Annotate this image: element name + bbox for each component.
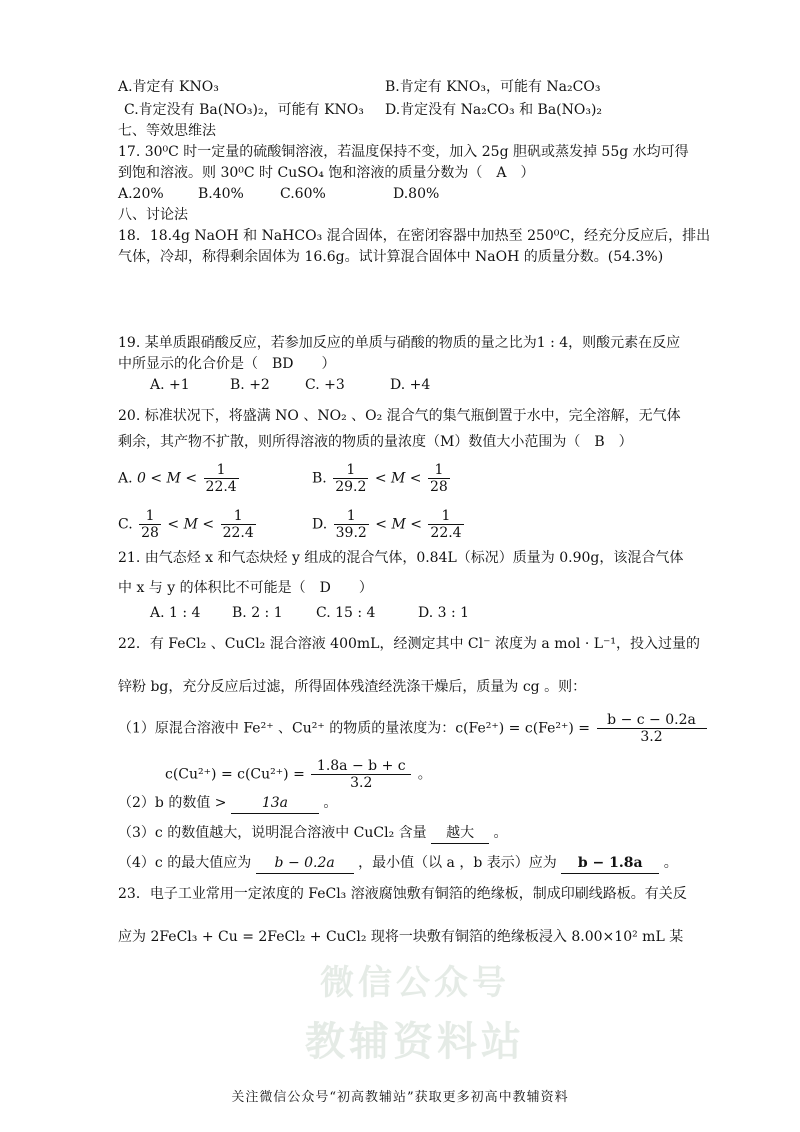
watermark-line-2: 教辅资料站 (305, 1019, 525, 1065)
q21-option-c: C. 15 : 4 (316, 605, 376, 621)
q20-b-fraction-1: $\frac{1}{29.2}$ (335, 462, 367, 495)
q22-cu-fraction: $\frac{1.8a - b + c}{3.2}$ (311, 758, 411, 791)
q16-option-a: A.肯定有 KNO₃ (118, 79, 219, 95)
q18-line-2: 气体，冷却，称得剩余固体为 16.6g。试计算混合固体中 NaOH 的质量分数。(54.3%) (118, 249, 664, 265)
q20-option-b: B. $\frac{1}{29.2}$ < M < $\frac{1}{28}$ (312, 462, 448, 495)
q21-option-b: B. 2 : 1 (232, 605, 283, 621)
watermark-line-1: 微信公众号 (320, 963, 510, 1003)
q19-option-d: D. +4 (390, 377, 431, 393)
q16-option-c: C.肯定没有 Ba(NO₃)₂，可能有 KNO₃ (124, 102, 364, 118)
q22-line-2: 锌粉 bg，充分反应后过滤，所得固体残渣经洗涤干燥后，质量为 cg 。则： (118, 679, 587, 695)
q17-option-d: D.80% (393, 186, 440, 202)
q23-line-2: 应为 2FeCl₃ + Cu = 2FeCl₂ + CuCl₂ 现将一块敷有铜箔的绝缘板浸入 8.00×10² mL 某 (118, 929, 684, 945)
q17-option-a: A.20% (118, 186, 164, 202)
q23-line-1: 23．电子工业常用一定浓度的 FeCl₃ 溶液腐蚀敷有铜箔的绝缘板，制成印刷线路板。有关反 (118, 886, 687, 902)
q17-line-2: 到饱和溶液。则 30⁰C 时 CuSO₄ 饱和溶液的质量分数为（ A ） (118, 165, 535, 181)
q20-option-d: D. $\frac{1}{39.2}$ < M < $\frac{1}{22.4}$ (312, 508, 462, 541)
q20-d-fraction-1: $\frac{1}{39.2}$ (335, 508, 367, 541)
q20-c-fraction-2: $\frac{1}{22.4}$ (222, 508, 254, 541)
q20-option-c: C. $\frac{1}{28}$ < M < $\frac{1}{22.4}$ (118, 508, 254, 541)
q22-fe-fraction: $\frac{b - c - 0.2a}{3.2}$ (597, 712, 707, 745)
q16-option-b: B.肯定有 KNO₃，可能有 Na₂CO₃ (385, 79, 601, 95)
q20-b-fraction-2: $\frac{1}{28}$ (429, 462, 448, 495)
q19-option-b: B. +2 (230, 377, 270, 393)
q19-option-c: C. +3 (305, 377, 345, 393)
q22-part-2: （2）b 的数值 > 13a 。 (118, 793, 337, 814)
section-8-heading: 八、讨论法 (118, 207, 188, 223)
q20-a-fraction: $\frac{1}{22.4}$ (205, 462, 237, 495)
q20-option-a: A. 0 < M < $\frac{1}{22.4}$ (118, 462, 237, 495)
q22-part-1: （1）原混合溶液中 Fe²⁺ 、Cu²⁺ 的物质的量浓度为：c(Fe²⁺) = c(Fe²⁺) = $\frac{b - c - 0.2a}{3.2}$ (118, 712, 709, 745)
section-7-heading: 七、等效思维法 (118, 123, 216, 139)
q19-option-a: A. +1 (150, 377, 190, 393)
q20-line-1: 20. 标准状况下，将盛满 NO 、NO₂ 、O₂ 混合气的集气瓶倒置于水中，完全溶解，无气体 (118, 408, 681, 424)
q18-line-1: 18．18.4g NaOH 和 NaHCO₃ 混合固体，在密闭容器中加热至 250⁰C，经充分反应后，排出 (118, 228, 711, 244)
q20-line-2: 剩余，其产物不扩散，则所得溶液的物质的量浓度（M）数值大小范围为（ B ） (118, 434, 633, 450)
q17-option-b: B.40% (198, 186, 244, 202)
q22-part-4: （4）c 的最大值应为 b − 0.2a ，最小值（以 a ，b 表示）应为 b − 1.8a 。 (118, 853, 678, 874)
q22-line-1: 22．有 FeCl₂ 、CuCl₂ 混合溶液 400mL，经测定其中 Cl⁻ 浓度为 a mol · L⁻¹，投入过量的 (118, 636, 701, 652)
q17-option-c: C.60% (280, 186, 326, 202)
q22-part-1b: c(Cu²⁺) = c(Cu²⁺) = $\frac{1.8a - b + c}{3.2}$ 。 (165, 758, 432, 791)
page-footer: 关注微信公众号“初高教辅站”获取更多初高中教辅资料 (231, 1090, 569, 1105)
q21-option-a: A. 1 : 4 (150, 605, 201, 621)
q17-line-1: 17. 30⁰C 时一定量的硫酸铜溶液，若温度保持不变，加入 25g 胆矾或蒸发掉 55g 水均可得 (118, 144, 689, 160)
q21-line-1: 21. 由气态烃 x 和气态炔烃 y 组成的混合气体，0.84L（标况）质量为 0.90g，该混合气体 (118, 550, 684, 566)
q21-line-2: 中 x 与 y 的体积比不可能是（ D ） (118, 580, 373, 596)
q19-line-2: 中所显示的化合价是（ BD ） (118, 356, 336, 372)
q20-d-fraction-2: $\frac{1}{22.4}$ (430, 508, 462, 541)
q16-option-d: D.肯定没有 Na₂CO₃ 和 Ba(NO₃)₂ (385, 102, 603, 118)
q22-part-3: （3）c 的数值越大，说明混合溶液中 CuCl₂ 含量 越大 。 (118, 823, 508, 844)
q20-c-fraction-1: $\frac{1}{28}$ (141, 508, 159, 541)
q21-option-d: D. 3 : 1 (418, 605, 470, 621)
q19-line-1: 19. 某单质跟硝酸反应，若参加反应的单质与硝酸的物质的量之比为1 : 4，则酸元素在反应 (118, 335, 681, 351)
